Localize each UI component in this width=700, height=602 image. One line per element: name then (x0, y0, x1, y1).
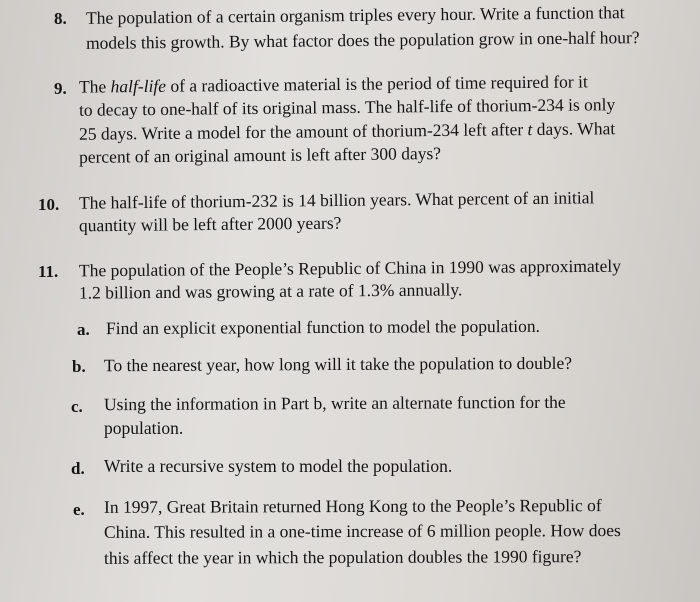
problem-number: 10. (38, 195, 60, 214)
problem-text-line: 1.2 billion and was growing at a rate of 1.3% annually. (78, 279, 463, 303)
part-text-line: population. (104, 418, 184, 438)
problem-number: 11. (38, 262, 59, 281)
problem-text-line: The half-life of thorium-232 is 14 billion years. What percent of an initial (78, 187, 595, 213)
part-letter: b. (72, 357, 86, 376)
problem-text-line: models this growth. By what factor does the population grow in one-half hour? (85, 27, 640, 53)
part-text-line: To the nearest year, how long will it take the population to double? (103, 352, 573, 376)
part-letter: a. (77, 320, 90, 339)
problem-text-line: quantity will be left after 2000 years? (78, 212, 342, 236)
part-text-line: Find an explicit exponential function to model the population. (105, 315, 541, 339)
problem-text-line: The population of the People’s Republic of China in 1990 was approximately (78, 255, 621, 281)
problem-text-line: percent of an original amount is left after 300 days? (78, 143, 442, 167)
problem-text-line: The half-life of a radioactive material is the period of time required for it (78, 71, 588, 97)
problem-text-line: to decay to one-half of its original mass. The half-life of thorium-234 is only (78, 94, 616, 120)
part-text-line: Write a recursive system to model the population. (104, 456, 453, 476)
problem-number: 8. (54, 9, 67, 28)
part-letter: c. (71, 397, 83, 416)
problem-text-line: 25 days. Write a model for the amount of thorium-234 left after t days. What (78, 118, 616, 144)
problem-number: 9. (54, 79, 67, 98)
part-letter: e. (73, 500, 85, 519)
part-text-line: this affect the year in which the population doubles the 1990 figure? (103, 546, 582, 568)
part-text-line: In 1997, Great Britain returned Hong Kong to the People’s Republic of (103, 495, 602, 517)
part-text-line: China. This resulted in a one-time increase of 6 million people. How does (103, 520, 621, 542)
part-text-line: Using the information in Part b, write an alternate function for the (103, 391, 566, 415)
problem-text-line: The population of a certain organism triples every hour. Write a function that (85, 2, 625, 28)
part-letter: d. (71, 459, 85, 478)
